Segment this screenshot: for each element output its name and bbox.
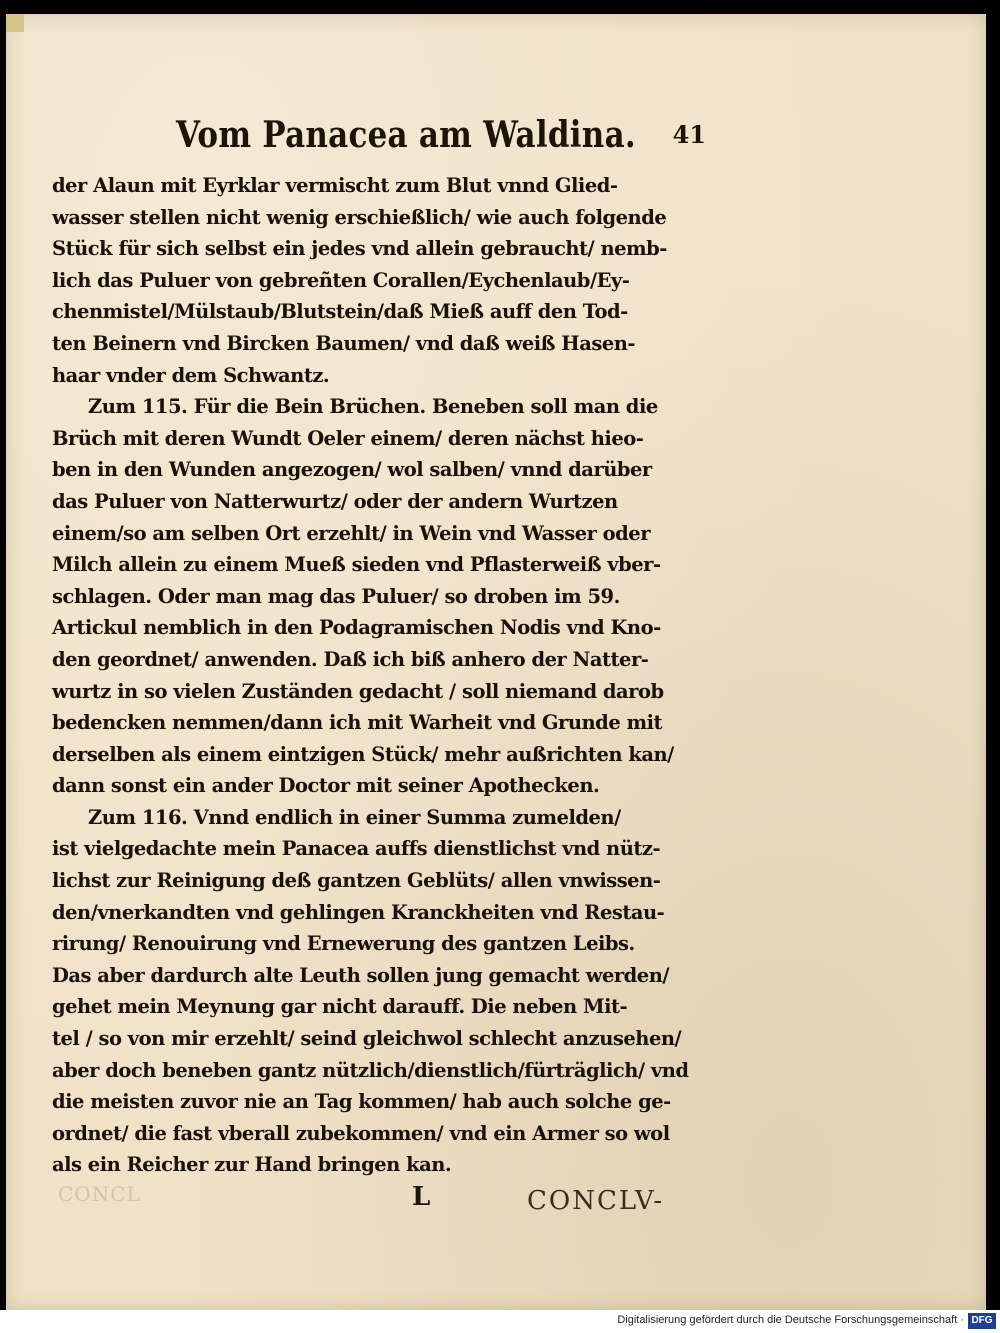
text-line: die meisten zuvor nie an Tag kommen/ hab auch solche ge- [52,1090,671,1114]
page-header [176,114,706,164]
text-line: ben in den Wunden angezogen/ wol salben/ vnnd darüber [52,458,652,482]
body-text [52,170,702,1181]
text-line: das Puluer von Natterwurtz/ oder der andern Wurtzen [52,489,618,513]
dfg-logo: DFG [968,1313,996,1329]
running-title: Vom Panacea am Waldina. [176,114,636,156]
text-line: wurtz in so vielen Zuständen gedacht / soll niemand darob [52,679,664,703]
text-line: gehet mein Meynung gar nicht darauff. Die neben Mit- [52,995,628,1019]
text-line: lich das Puluer von gebreñten Corallen/Eychenlaub/Ey- [52,268,630,292]
text-line: Zum 116. Vnnd endlich in einer Summa zumelden/ [88,805,621,829]
text-line: haar vnder dem Schwantz. [52,363,330,387]
signature-mark: L [412,1182,431,1212]
text-line: Stück für sich selbst ein jedes vnd allein gebraucht/ nemb- [52,237,667,261]
text-line: rirung/ Renouirung vnd Ernewerung des gantzen Leibs. [52,932,635,956]
text-line: der Alaun mit Eyrklar vermischt zum Blut vnnd Glied- [52,174,618,197]
funding-text: Digitalisierung gefördert durch die Deutsche Forschungsgemeinschaft · [617,1314,964,1326]
text-line: einem/so am selben Ort erzehlt/ in Wein vnd Wasser oder [52,521,650,545]
text-line: derselben als einem eintzigen Stück/ mehr außrichten kan/ [52,742,674,766]
text-line: Artickul nemblich in den Podagramischen Nodis vnd Kno- [52,616,661,640]
page-number: 41 [672,120,706,149]
text-line: den/vnerkandten vnd gehlingen Kranckheiten vnd Restau- [52,900,665,924]
text-line: ordnet/ die fast vberall zubekommen/ vnd ein Armer so wol [52,1121,670,1145]
bleed-through-text: CONCL [58,1182,141,1206]
text-line: ten Beinern vnd Bircken Baumen/ vnd daß weiß Hasen- [52,331,635,355]
text-line: ist vielgedachte mein Panacea auffs dienstlichst vnd nütz- [52,837,661,861]
text-line: Zum 115. Für die Bein Brüchen. Beneben soll man die [88,395,658,419]
funding-bar [0,1310,1000,1333]
text-line: lichst zur Reinigung deß gantzen Geblüts/ allen vnwissen- [52,869,661,893]
text-line: aber doch beneben gantz nützlich/dienstlich/fürträglich/ vnd [52,1058,689,1082]
page-corner-mark [6,14,24,32]
text-line: Brüch mit deren Wundt Oeler einem/ deren nächst hieo- [52,426,644,450]
text-line: als ein Reicher zur Hand bringen kan. [52,1153,452,1177]
text-line: bedencken nemmen/dann ich mit Warheit vnd Grunde mit [52,711,663,735]
text-line: Milch allein zu einem Mueß sieden vnd Pflasterweiß vber- [52,553,661,577]
book-page [6,14,986,1310]
text-line: wasser stellen nicht wenig erschießlich/ wie auch folgende [52,205,667,229]
text-line: tel / so von mir erzehlt/ seind gleichwol schlecht anzusehen/ [52,1027,682,1051]
text-line: dann sonst ein ander Doctor mit seiner Apothecken. [52,774,600,798]
text-line: schlagen. Oder man mag das Puluer/ so droben im 59. [52,584,620,608]
catchword: CONCLV- [527,1186,665,1216]
page-footer [52,1182,702,1222]
text-line: chenmistel/Mülstaub/Blutstein/daß Mieß auff den Tod- [52,300,628,324]
text-line: Das aber dardurch alte Leuth sollen jung gemacht werden/ [52,963,670,987]
text-line: den geordnet/ anwenden. Daß ich biß anhero der Natter- [52,647,649,671]
